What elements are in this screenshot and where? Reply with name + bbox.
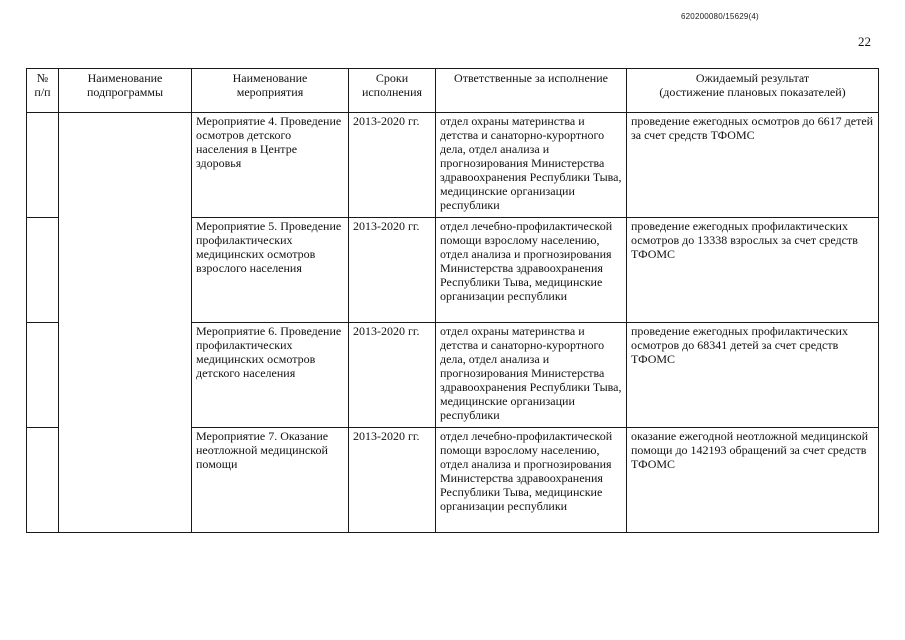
responsible-text: отдел лечебно-профилактической помощи взрослому населению, отдел анализа и прогнозирования Министерства здравоохранения Республики Тыва, медицинские организации республики [440, 429, 613, 513]
activity-text: Мероприятие 5. Проведение профилактических медицинских осмотров взрослого населения [196, 219, 342, 275]
term-text: 2013-2020 гг. [353, 114, 420, 128]
responsible-cell [436, 428, 627, 533]
term-text: 2013-2020 гг. [353, 429, 420, 443]
column-header-term [349, 69, 436, 113]
activity-cell [192, 428, 349, 533]
column-header-number [27, 69, 59, 113]
result-text: проведение ежегодных осмотров до 6617 детей за счет средств ТФОМС [631, 114, 874, 142]
term-text: 2013-2020 гг. [353, 324, 420, 338]
result-text: проведение ежегодных профилактических осмотров до 68341 детей за счет средств ТФОМС [631, 324, 848, 366]
responsible-text: отдел охраны материнства и детства и санаторно-курортного дела, отдел анализа и прогнозирования Министерства здравоохранения Республики Тыва, медицинские организации республики [440, 324, 622, 422]
column-header-activity [192, 69, 349, 113]
column-header-subprogram-line1: Наименование [87, 71, 163, 85]
column-header-term-line1: Сроки [375, 71, 409, 85]
term-cell [349, 323, 436, 428]
result-cell [627, 113, 879, 218]
result-cell [627, 323, 879, 428]
activity-text: Мероприятие 7. Оказание неотложной медицинской помощи [196, 429, 329, 471]
table-row [27, 113, 879, 218]
column-header-responsible-line1: Ответственные за исполнение [454, 71, 608, 85]
column-header-responsible [436, 69, 627, 113]
responsible-text: отдел охраны материнства и детства и санаторно-курортного дела, отдел анализа и прогнозирования Министерства здравоохранения Республики Тыва, медицинские организации республики [440, 114, 622, 212]
activities-table [26, 68, 879, 533]
column-header-term-line2: исполнения [361, 85, 423, 99]
responsible-cell [436, 218, 627, 323]
activity-cell [192, 113, 349, 218]
column-header-number-line2: п/п [34, 85, 51, 99]
column-header-number-line1: № [36, 71, 49, 85]
activity-cell [192, 323, 349, 428]
column-header-subprogram-line2: подпрограммы [86, 85, 164, 99]
result-text: проведение ежегодных профилактических осмотров до 13338 взрослых за счет средств ТФОМС [631, 219, 858, 261]
responsible-text: отдел лечебно-профилактической помощи взрослому населению, отдел анализа и прогнозирования Министерства здравоохранения Республики Тыва, медицинские организации республики [440, 219, 613, 303]
result-text: оказание ежегодной неотложной медицинской помощи до 142193 обращений за счет средств ТФОМС [631, 429, 869, 471]
row-number-cell [27, 218, 59, 323]
term-text: 2013-2020 гг. [353, 219, 420, 233]
responsible-cell [436, 113, 627, 218]
subprogram-cell [59, 113, 192, 533]
term-cell [349, 428, 436, 533]
term-cell [349, 113, 436, 218]
page-number: 22 [858, 34, 871, 49]
activity-text: Мероприятие 4. Проведение осмотров детского населения в Центре здоровья [196, 114, 342, 170]
row-number-cell [27, 428, 59, 533]
result-cell [627, 428, 879, 533]
row-number-cell [27, 323, 59, 428]
column-header-result-line2: (достижение плановых показателей) [659, 85, 846, 99]
result-cell [627, 218, 879, 323]
activity-text: Мероприятие 6. Проведение профилактических медицинских осмотров детского населения [196, 324, 342, 380]
column-header-activity-line1: Наименование [232, 71, 308, 85]
column-header-result [627, 69, 879, 113]
term-cell [349, 218, 436, 323]
table-header-row [27, 69, 879, 113]
column-header-result-line1: Ожидаемый результат [695, 71, 810, 85]
row-number-cell [27, 113, 59, 218]
column-header-subprogram [59, 69, 192, 113]
column-header-activity-line2: мероприятия [236, 85, 304, 99]
document-id: 620200080/15629(4) [681, 12, 759, 21]
responsible-cell [436, 323, 627, 428]
activity-cell [192, 218, 349, 323]
